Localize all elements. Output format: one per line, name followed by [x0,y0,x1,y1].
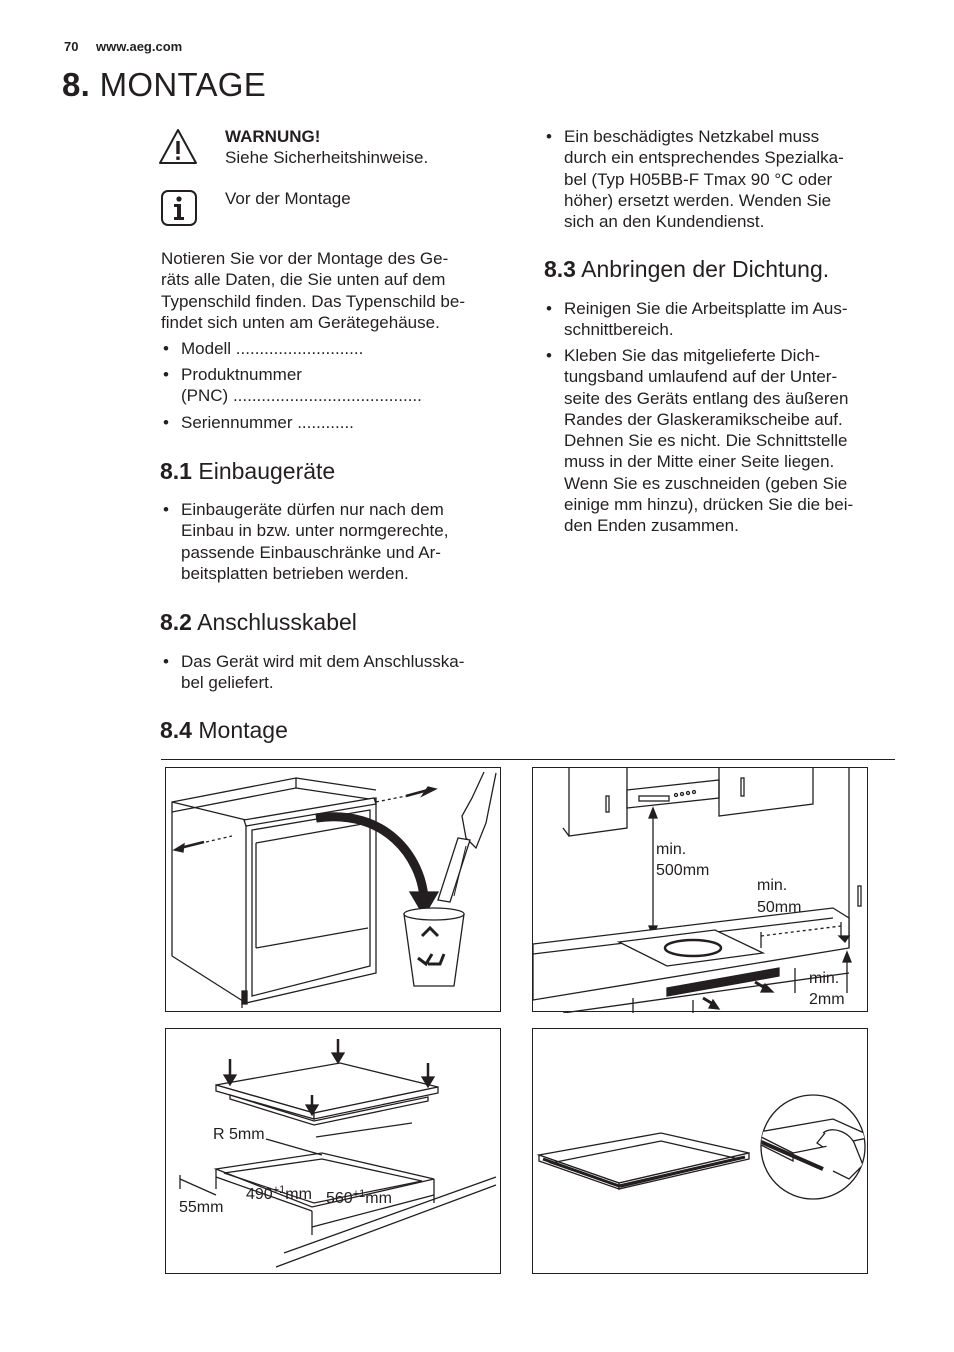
label-edge: 55mm [179,1199,224,1216]
chapter-title: MONTAGE [99,66,267,103]
warning-text: Siehe Sicherheitshinweise. [225,148,429,167]
warning-icon [158,128,198,166]
list-item: • Ein beschädigtes Netzkabel muss durch ein entsprechendes Spezialka- bel (Typ H05BB-F Tmax 90 °C oder höher) ersetzt werden. Wenden Sie sich an den Kundendienst. [546,127,844,232]
list-item: • Das Gerät wird mit dem Anschlusska- bel geliefert. [163,652,465,693]
page-title [62,66,266,104]
label-radius: R 5mm [213,1126,265,1143]
list-item: • Produktnummer (PNC) ........................................ [163,365,422,406]
section-heading-8-4: 8.4 Montage [160,717,288,743]
info-icon [160,189,198,227]
label-min2-a: min. [809,970,840,987]
label-width: $490^{+1}mm$ [246,1184,312,1203]
figure-seal-application [532,1028,868,1274]
figure-cutout-dimensions [165,1028,501,1274]
label-min2-b: 2mm [809,991,845,1008]
label-min500-b: 500mm [656,862,710,879]
header-url: www.aeg.com [96,39,183,54]
list-item: • Seriennummer ............ [163,413,354,432]
page-number: 70 [64,39,79,54]
label-min50-b: 50mm [757,899,802,916]
list-item: • Reinigen Sie die Arbeitsplatte im Aus- schnittbereich. [546,299,848,340]
label-min500-a: min. [656,841,687,858]
chapter-number: 8. [62,66,91,103]
label-depth: $560^{+1}mm$ [326,1188,392,1207]
section-divider [161,759,895,760]
section-heading-8-1: 8.1 Einbaugeräte [160,458,336,484]
list-item: • Modell ........................... [163,339,364,358]
warning-title: WARNUNG! [225,127,321,146]
info-text: Vor der Montage [225,189,351,208]
label-min50-a: min. [757,877,788,894]
figure-clearances [532,767,868,1012]
section-heading-8-3: 8.3 Anbringen der Dichtung. [544,256,830,282]
list-item: • Kleben Sie das mitgelieferte Dich- tungsband umlaufend auf der Unter- seite des Geräts entlang des äußeren Randes der Glaskeramikscheibe auf. Dehnen Sie es nicht. Die Schnittstelle muss in der Mitte einer Seite liegen. Wenn Sie es zuschneiden (geben Sie einige mm hinzu), drücken Sie die bei- den Enden zusammen. [546,346,854,536]
list-item: • Einbaugeräte dürfen nur nach dem Einbau in bzw. unter normgerechte, passende Einbauschränke und Ar- beitsplatten betrieben werden. [163,500,449,583]
section-heading-8-2: 8.2 Anschlusskabel [160,609,357,635]
figure-cabinet-recycling [165,767,501,1012]
intro-paragraph: Notieren Sie vor der Montage des Ge- räts alle Daten, die Sie unten auf dem Typenschild finden. Das Typenschild be- findet sich unten am Gerätegehäuse. [161,249,465,332]
